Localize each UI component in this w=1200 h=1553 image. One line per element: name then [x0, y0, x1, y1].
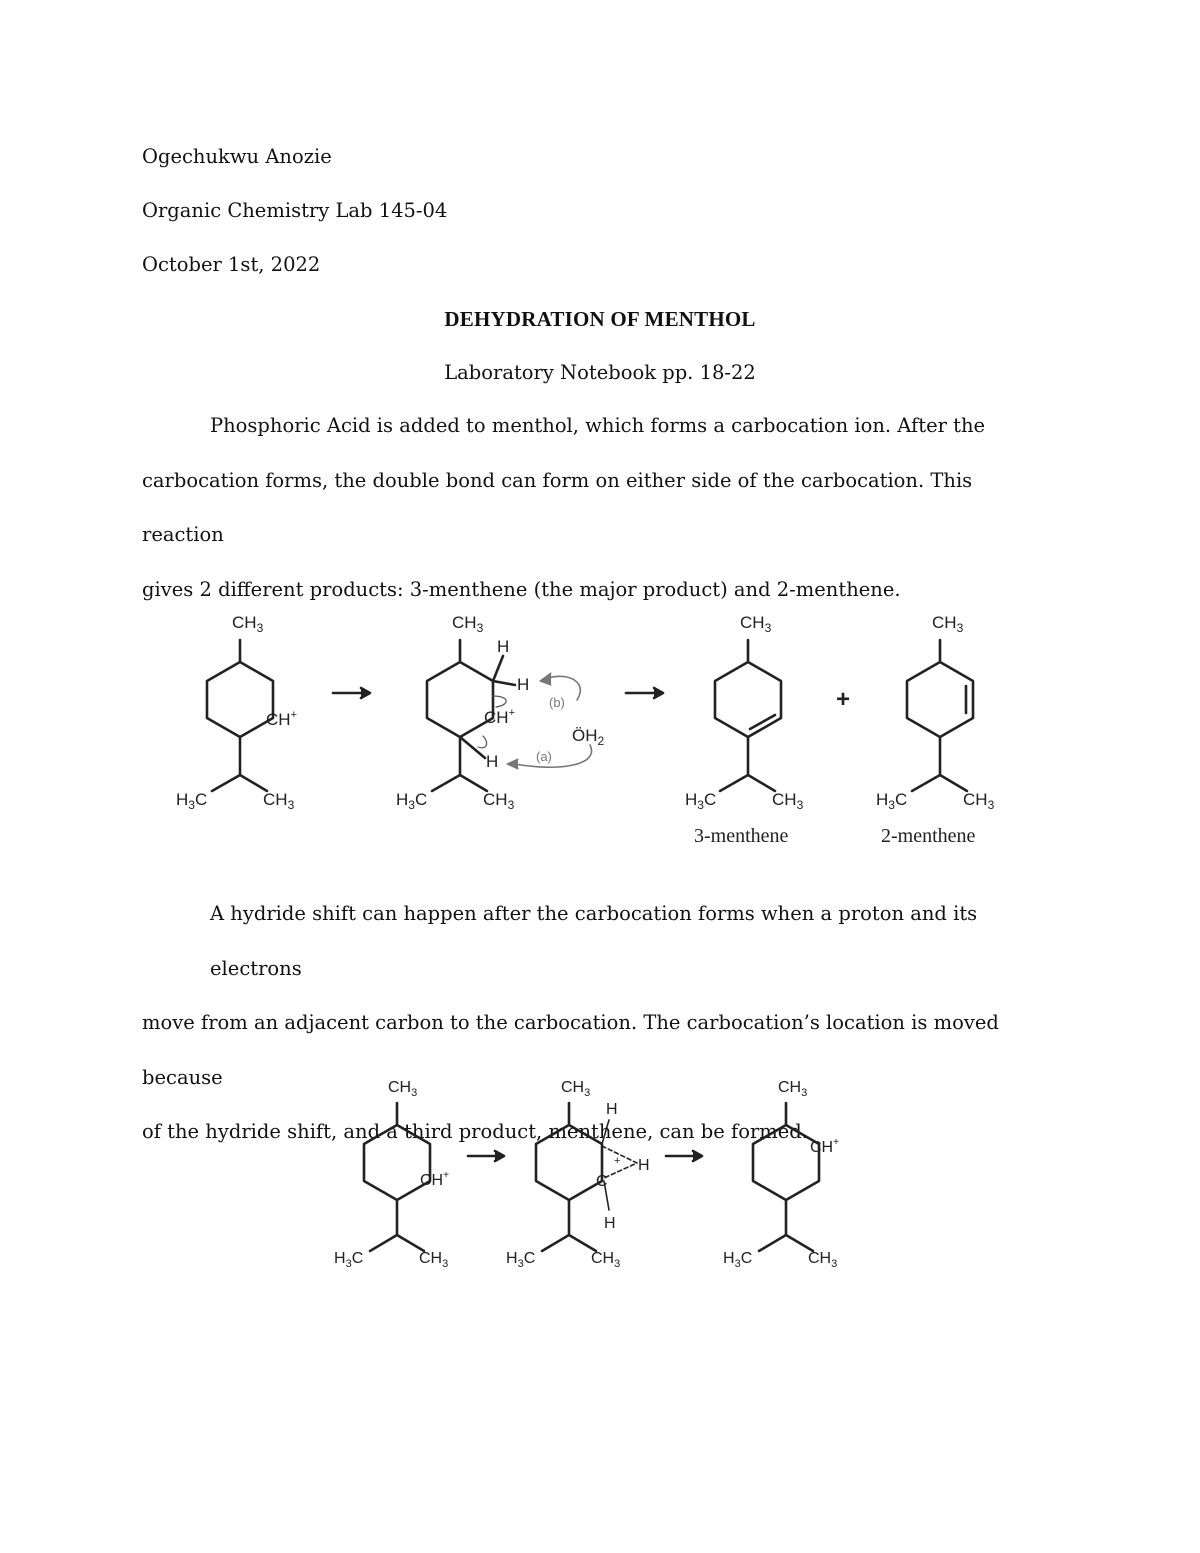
notebook-reference: Laboratory Notebook pp. 18-22 [444, 361, 756, 384]
svg-text:CH+: CH+ [484, 707, 515, 727]
svg-text:H: H [486, 752, 499, 771]
paragraph-line: move from an adjacent carbon to the carbocation. The carbocation’s location is moved because [142, 1011, 999, 1089]
svg-text:CH3: $CH_3$ [561, 1079, 591, 1099]
svg-text:CH3: $CH_3$ [963, 790, 995, 812]
svg-text:H3C: $H_3C$ [334, 1250, 364, 1270]
svg-text:H: H [497, 637, 510, 656]
3-menthene-structure [715, 640, 781, 791]
svg-text:CH3: $CH_3$ [483, 790, 515, 812]
svg-text:H: H [604, 1215, 616, 1232]
svg-text:H: H [517, 675, 530, 694]
svg-text:ÖH2: $ÖH_2$ [572, 726, 605, 748]
carbocation-structure [207, 640, 273, 791]
author-name: Ogechukwu Anozie [142, 145, 332, 168]
course-name: Organic Chemistry Lab 145-04 [142, 199, 448, 222]
hydride-shift-figure [0, 1070, 1200, 1280]
svg-text:H3C: $H_3C$ [685, 790, 717, 812]
svg-text:CH+: CH+ [420, 1170, 449, 1189]
paragraph-line: gives 2 different products: 3-menthene (the major product) and 2-menthene. [142, 577, 901, 601]
path-a-label: (a) [536, 749, 552, 764]
svg-text:CH3: $CH_3$ [808, 1250, 838, 1270]
product-label-3-menthene: 3-menthene [694, 825, 789, 847]
dehydration-mechanism-figure [0, 590, 1200, 870]
svg-text:H: H [638, 1157, 650, 1174]
svg-text:CH3: $CH_3$ [932, 613, 964, 635]
svg-text:C: C [596, 1173, 608, 1190]
svg-text:CH3: $CH_3$ [419, 1250, 449, 1270]
paragraph-dehydration [142, 399, 1052, 617]
svg-text:CH3: $CH_3$ [388, 1079, 418, 1099]
path-b-label: (b) [549, 695, 565, 710]
svg-text:CH3: $CH_3$ [740, 613, 772, 635]
report-date: October 1st, 2022 [142, 253, 321, 276]
svg-text:CH3: $CH_3$ [263, 790, 295, 812]
svg-text:CH3: $CH_3$ [778, 1079, 808, 1099]
2-menthene-structure [907, 640, 973, 791]
svg-text:+: + [614, 1155, 621, 1167]
paragraph-line: A hydride shift can happen after the carbocation forms when a proton and its electrons [210, 902, 978, 980]
svg-text:CH3: $CH_3$ [772, 790, 804, 812]
svg-text:H3C: $H_3C$ [723, 1250, 753, 1270]
svg-text:CH3: $CH_3$ [232, 613, 264, 635]
svg-text:H: H [606, 1101, 618, 1118]
svg-text:H3C: $H_3C$ [396, 790, 428, 812]
paragraph-line: carbocation forms, the double bond can form on either side of the carbocation. This reaction [142, 468, 973, 546]
svg-text:H3C: $H_3C$ [876, 790, 908, 812]
svg-text:CH+: CH+ [266, 709, 297, 729]
paragraph-line: Phosphoric Acid is added to menthol, which forms a carbocation ion. After the [210, 414, 986, 437]
svg-text:CH+: CH+ [810, 1137, 839, 1156]
paragraph-line: of the hydride shift, and a third product, menthene, can be formed. [142, 1120, 808, 1143]
svg-text:CH3: $CH_3$ [591, 1250, 621, 1270]
svg-text:CH3: $CH_3$ [452, 613, 484, 635]
svg-text:H3C: $H_3C$ [176, 790, 208, 812]
product-label-2-menthene: 2-menthene [881, 825, 976, 847]
svg-text:H3C: $H_3C$ [506, 1250, 536, 1270]
page-title: DEHYDRATION OF MENTHOL [444, 307, 756, 331]
plus-sign: + [836, 686, 851, 713]
